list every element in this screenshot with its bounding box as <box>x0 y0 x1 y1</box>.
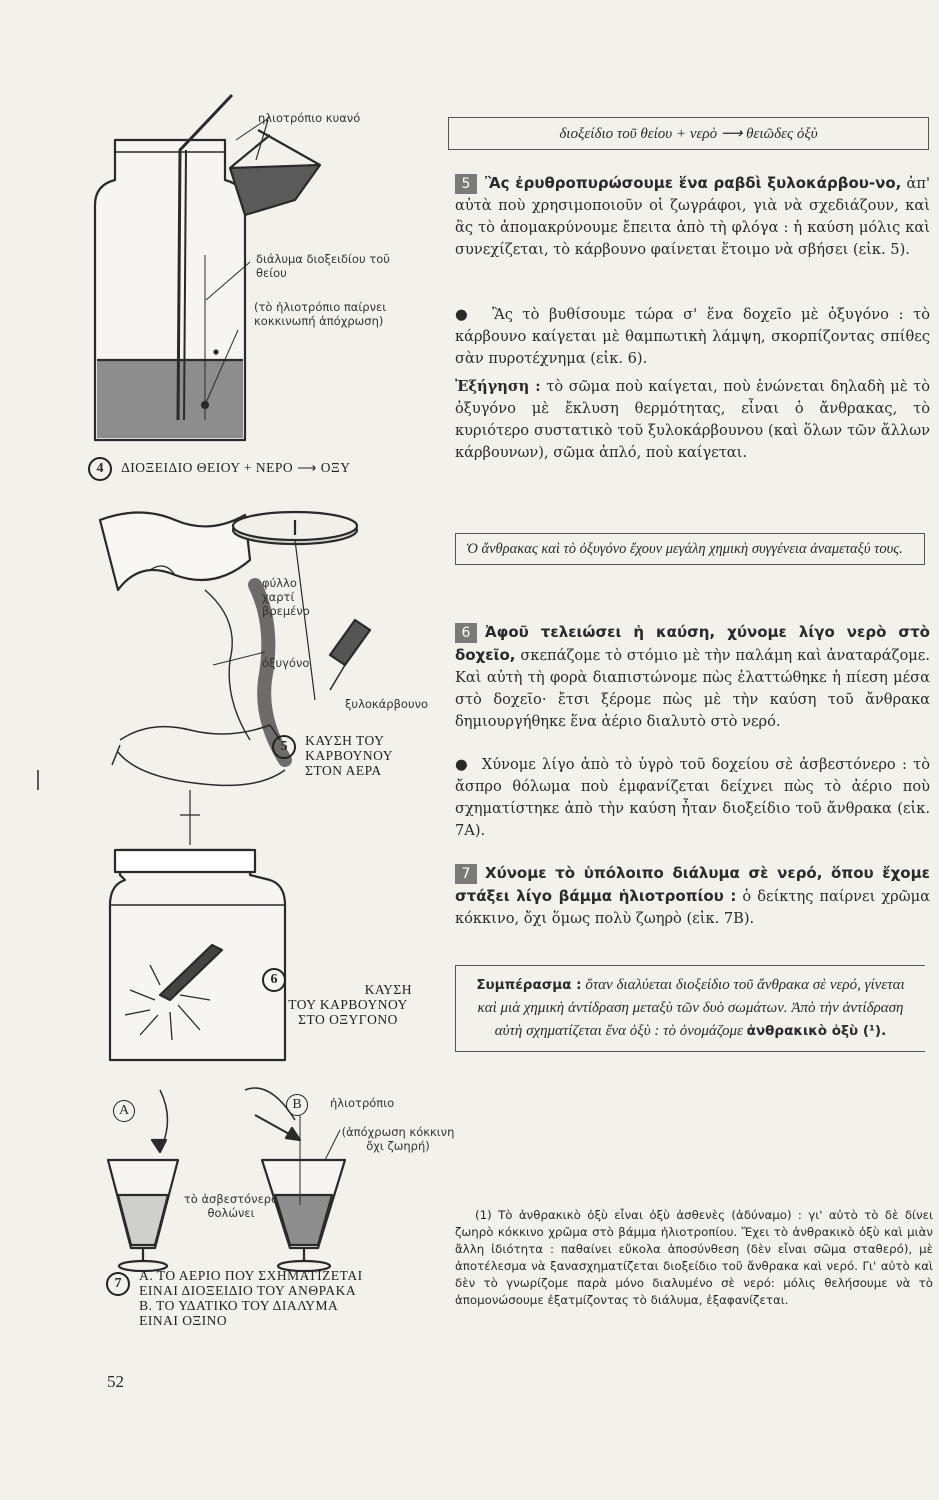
conclusion-term: ἀνθρακικὸ ὀξὺ (¹). <box>746 1023 887 1039</box>
explanation-lead: Ἐξήγηση : <box>455 378 541 395</box>
fig7-caption-l2: ΕΙΝΑΙ ΔΙΟΞΕΙΔΙΟ ΤΟΥ ΑΝΘΡΑΚΑ <box>139 1283 357 1298</box>
fig7-letter-a-wrap <box>113 1099 135 1122</box>
fig7-letter-a: A <box>113 1100 135 1122</box>
section-7 <box>455 862 930 930</box>
section-7-lead: Χύνομε τὸ ὑπόλοιπο διάλυμα σὲ νερό, ὅπου ἔχομε στάξει λίγο βάμμα ἡλιοτροπίου : <box>455 864 930 905</box>
fig6-jar-drawing <box>110 790 285 1060</box>
fig5-label-oxygen: ὀξυγόνο <box>262 656 310 670</box>
fig4-caption-row <box>88 457 350 481</box>
fig5-number: 5 <box>272 735 296 759</box>
fig6-caption-l3: ΣΤΟ ΟΞΥΓΟΝΟ <box>298 1012 398 1027</box>
fig5-label-charcoal: ξυλοκάρβουνο <box>345 697 429 711</box>
fig4-label-litmus-blue: ηλιοτρόπιο κυανό <box>258 111 361 125</box>
section-6-bullet <box>455 754 930 842</box>
conclusion-lead: Συμπέρασμα : <box>476 977 582 993</box>
conclusion-box <box>455 965 925 1052</box>
bullet-icon: ● <box>455 756 482 773</box>
section-6 <box>455 621 930 733</box>
fig6-caption-l2: ΤΟΥ ΚΑΡΒΟΥΝΟΥ <box>288 997 408 1012</box>
section-5-bullet <box>455 304 930 370</box>
fig5-label-paper: φύλλο χαρτί βρεμένο <box>262 576 310 618</box>
section-6-bullet-text: Χύνομε λίγο ἀπὸ τὸ ὑγρὸ τοῦ δοχείου σὲ ἀσβεστόνερο : τὸ ἄσπρο θόλωμα ποὺ ἐμφανίζεται δείχνει πὼς τὸ ἀέριο ποὺ σχηματίστηκε ἀπὸ τὴν καύση ἦταν διοξείδιο τοῦ ἄνθρακα (εἰκ. 7Α). <box>455 756 930 839</box>
section-6-text: σκεπάζομε τὸ στόμιο μὲ τὴν παλάμη καὶ ἀναταράζομε. Καὶ αὐτὴ τὴ φορὰ διαπιστώνομε πὼς ἐλαττώθηκε ἡ πίεση μέσα στὸ δοχεῖο· ἔτσι ξέρομε πὼς μὲ τὴν καύση τοῦ ἄνθρακα δημιουργήθηκε ἕνα ἀέριο διαλυτὸ στὸ νερό. <box>455 647 930 730</box>
fig7-label-litmus: ἡλιοτρόπιο <box>330 1096 395 1110</box>
fig5-caption-l2: ΚΑΡΒΟΥΝΟΥ <box>305 748 394 763</box>
fig7-letter-b-wrap <box>286 1093 308 1116</box>
conclusion-text: ὅταν διαλύεται διοξείδιο τοῦ ἄνθρακα σὲ νερό, γίνεται καὶ μιὰ χημικὴ ἀντίδραση μεταξὺ τῶν δυὸ σωμάτων. Ἀπὸ τὴν ἀντίδραση αὐτὴ σχηματίζεται ἕνα ὀξὺ : τὸ ὀνομάζομε <box>477 977 905 1039</box>
explanation-text: τὸ σῶμα ποὺ καίγεται, ποὺ ἑνώνεται δηλαδὴ μὲ τὸ ὀξυγόνο μὲ ἔκλυση θερμότητας, εἶναι ὁ ἄνθρακας, τὸ κυριότερο συστατικὸ τοῦ ξυλοκάρβουνου (καὶ ὅλων τῶν ἄλλων κάρβουνων), σῶμα ἁπλό, ποὺ καίγεται. <box>455 378 931 461</box>
fig4-caption: ΔΙΟΞΕΙΔΙΟ ΘΕΙΟΥ + ΝΕΡΟ ⟶ ΟΞΥ <box>121 460 351 475</box>
fig7-glasses-drawing <box>108 1088 345 1271</box>
fig7-caption-l3: Β. ΤΟ ΥΔΑΤΙΚΟ ΤΟΥ ΔΙΑΛΥΜΑ <box>139 1298 339 1313</box>
footnote: (1) Τὸ ἀνθρακικὸ ὀξὺ εἶναι ὀξὺ ἀσθενὲς (ἀδύναμο) : γι' αὐτὸ τὸ δὲ δίνει ζωηρὸ κόκκινο χρῶμα στὸ βάμμα ἡλιοτροπίου. Ἔχει τὸ ἀνθρακικὸ ὀξὺ καὶ μιὰν ἄλλη ἰδιότητα : παθαίνει εὔκολα ἀποσύνθεση (δὲν εἶναι σῶμα σταθερό), μὲ ἀποτέλεσμα νὰ ξανασχηματίζεται διοξείδιο τοῦ ἄνθρακα καὶ νερό. Γι' αὐτὸ καὶ δὲν τὸ γνωρίζομε παρὰ μόνο διαλυμένο σὲ νερό: μόλις θελήσουμε νὰ τὸ ἀπομονώσουμε ἐξατμίζοντας τὸ διάλυμα, ἐξαφανίζεται. <box>455 1208 933 1307</box>
fig6-caption-block <box>278 982 418 1027</box>
section-7-text: ὁ δείκτης παίρνει χρῶμα κόκκινο, ὄχι ὅμως πολὺ ζωηρὸ (εἰκ. 7Β). <box>455 888 931 927</box>
fig5-caption-block <box>272 733 393 779</box>
bullet-icon: ● <box>455 306 493 323</box>
section-5 <box>455 172 930 261</box>
fig7-label-limewater: τὸ ἀσβεστόνερο θολώνει <box>183 1192 279 1220</box>
fig7-caption-l4: ΕΙΝΑΙ ΟΞΙΝΟ <box>139 1313 228 1328</box>
fig4-label-litmus-red: (τὸ ἡλιοτρόπιο παίρνει κοκκινωπή ἀπόχρωση) <box>254 300 387 328</box>
section-5-lead: Ἂς ἐρυθροπυρώσουμε ἕνα ραβδὶ ξυλοκάρβου-νο, <box>485 174 902 192</box>
section-5-explanation <box>455 376 930 464</box>
fig6-caption-l1: ΚΑΥΣΗ <box>364 982 412 997</box>
fig5-caption-l3: ΣΤΟΝ ΑΕΡΑ <box>305 763 382 778</box>
fig7-caption-block <box>106 1268 363 1329</box>
fig4-number: 4 <box>88 457 112 481</box>
fig4-label-solution: διάλυμα διοξειδίου τοῦ θείου <box>256 252 390 280</box>
equation-box: διοξείδιο τοῦ θείου + νερὸ ⟶ θειῶδες ὀξὺ <box>448 117 929 150</box>
fig7-caption-l1: Α. ΤΟ ΑΕΡΙΟ ΠΟΥ ΣΧΗΜΑΤΙΖΕΤΑΙ <box>139 1268 363 1283</box>
section-5-text: ἀπ' αὐτὰ ποὺ χρησιμοποιοῦν οἱ ζωγράφοι, γιὰ νὰ σχεδιάζουν, καὶ ἂς τὸ ἀπομακρύνουμε ἔπειτα ἀπὸ τὴ φλόγα : ἡ καύση μόλις καὶ συνεχίζεται, τὸ κάρβουνο φαίνεται ἕτοιμο νὰ σβήσει (εἰκ. 5). <box>455 175 931 258</box>
section-6-badge: 6 <box>455 623 477 643</box>
fig5-caption-l1: ΚΑΥΣΗ ΤΟΥ <box>305 733 385 748</box>
fig6-number: 6 <box>262 968 286 992</box>
fig7-label-color: (ἀπόχρωση κόκκινη ὄχι ζωηρή) <box>341 1125 455 1153</box>
fig7-letter-b: B <box>286 1094 308 1116</box>
section-6-lead: Ἀφοῦ τελειώσει ἡ καύση, χύνομε λίγο νερὸ στὸ δοχεῖο, <box>455 623 930 664</box>
section-5-badge: 5 <box>455 174 477 194</box>
fig7-number: 7 <box>106 1272 130 1296</box>
page-number: 52 <box>107 1372 124 1391</box>
section-7-badge: 7 <box>455 864 477 884</box>
section-5-bullet-text: Ἂς τὸ βυθίσουμε τώρα σ' ἕνα δοχεῖο μὲ ὀξυγόνο : τὸ κάρβουνο καίγεται μὲ θαμπωτικὴ λάμψη, σκορπίζοντας σπίθες σὰν πυροτέχνημα (εἰκ. 6). <box>455 306 930 367</box>
affinity-box: Ὁ ἄνθρακας καὶ τὸ ὀξυγόνο ἔχουν μεγάλη χημικὴ συγγένεια ἀναμεταξύ τους. <box>455 533 925 565</box>
